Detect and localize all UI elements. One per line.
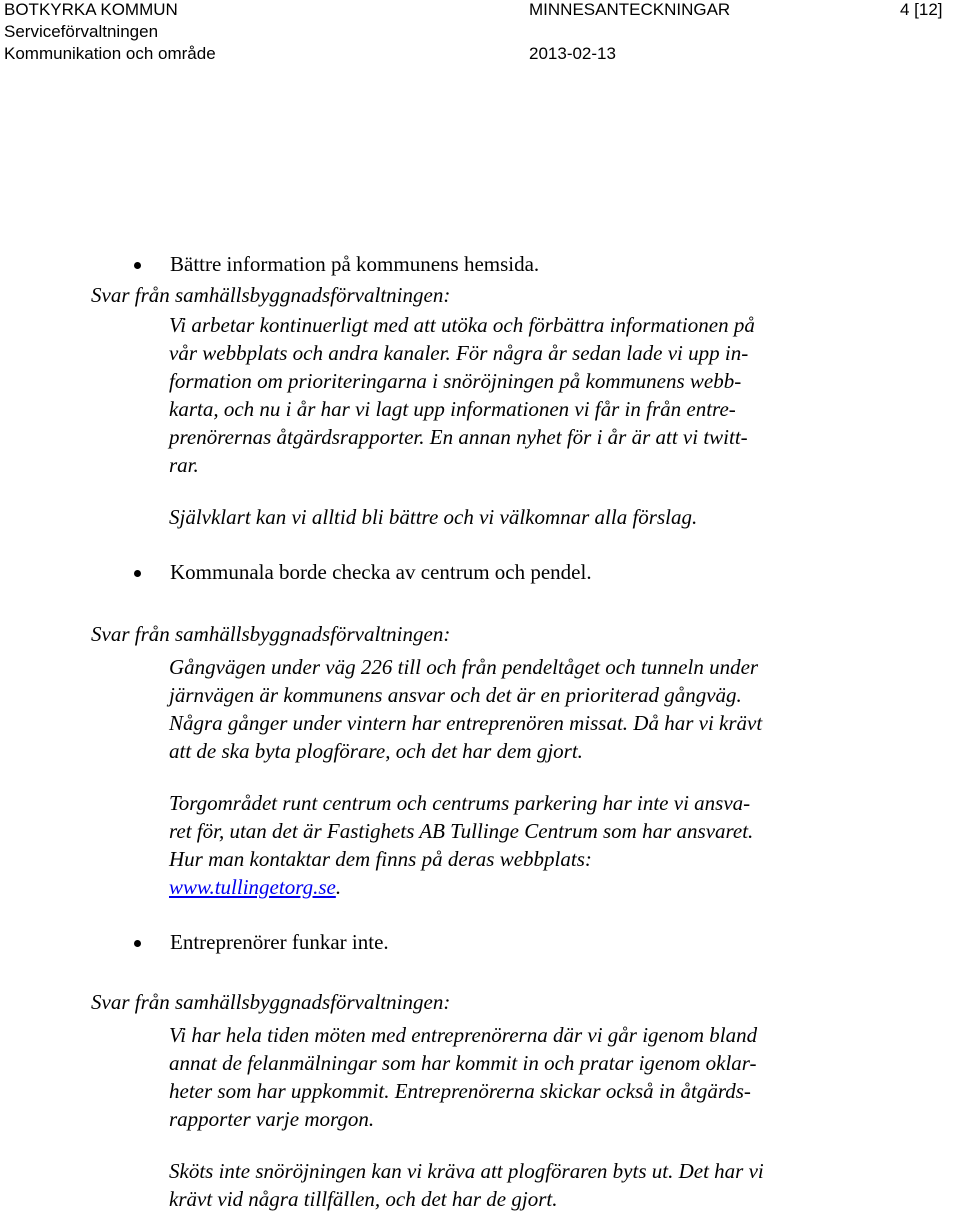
- bullet-point: [134, 262, 141, 269]
- answer-line: att de ska byta plogförare, och det har dem gjort.: [169, 739, 583, 763]
- answer-line: krävt vid några tillfällen, och det har de gjort.: [169, 1187, 558, 1211]
- unit-name: Kommunikation och område: [4, 44, 216, 63]
- bullet-text: Bättre information på kommunens hemsida.: [170, 252, 540, 276]
- link-suffix: .: [335, 875, 342, 899]
- bullet-text: Kommunala borde checka av centrum och pendel.: [170, 560, 592, 584]
- answer-line: Vi arbetar kontinuerligt med att utöka och förbättra informationen på: [169, 313, 755, 337]
- bullet-point: [134, 940, 141, 947]
- document-date: 2013-02-13: [529, 44, 616, 63]
- answer-line: ret för, utan det är Fastighets AB Tullinge Centrum som har ansvaret.: [169, 819, 754, 843]
- answer-line: Gångvägen under väg 226 till och från pendeltåget och tunneln under: [169, 655, 759, 679]
- answer-line: annat de felanmälningar som har kommit in och pratar igenom oklar-: [169, 1051, 757, 1075]
- page-number: 4 [12]: [900, 0, 943, 19]
- answer-label: Svar från samhällsbyggnadsförvaltningen:: [91, 283, 451, 307]
- answer-line: Vi har hela tiden möten med entreprenörerna där vi går igenom bland: [169, 1023, 758, 1047]
- document-type: MINNESANTECKNINGAR: [529, 0, 731, 19]
- org-name: BOTKYRKA KOMMUN: [4, 0, 178, 19]
- answer-line: Sköts inte snöröjningen kan vi kräva att plogföraren byts ut. Det har vi: [169, 1159, 764, 1183]
- website-line: [169, 875, 341, 900]
- answer-line: rar.: [169, 453, 199, 477]
- answer-line: järnvägen är kommunens ansvar och det är en prioriterad gångväg.: [169, 683, 742, 707]
- answer-line: Några gånger under vintern har entreprenören missat. Då har vi krävt: [169, 711, 763, 735]
- answer-line: vår webbplats och andra kanaler. För några år sedan lade vi upp in-: [169, 341, 749, 365]
- answer-label: Svar från samhällsbyggnadsförvaltningen:: [91, 990, 451, 1014]
- answer-line: formation om prioriteringarna i snöröjningen på kommunens webb-: [169, 369, 742, 393]
- website-link[interactable]: www.tullingetorg.se: [169, 875, 336, 899]
- answer-line: heter som har uppkommit. Entreprenörerna skickar också in åtgärds-: [169, 1079, 751, 1103]
- answer-line: rapporter varje morgon.: [169, 1107, 375, 1131]
- answer-line: Självklart kan vi alltid bli bättre och vi välkomnar alla förslag.: [169, 505, 698, 529]
- answer-line: Torgområdet runt centrum och centrums parkering har inte vi ansva-: [169, 791, 751, 815]
- bullet-point: [134, 570, 141, 577]
- bullet-text: Entreprenörer funkar inte.: [170, 930, 389, 954]
- answer-line: prenörernas åtgärdsrapporter. En annan nyhet för i år är att vi twitt-: [169, 425, 748, 449]
- department-name: Serviceförvaltningen: [4, 22, 159, 41]
- answer-label: Svar från samhällsbyggnadsförvaltningen:: [91, 622, 451, 646]
- answer-line: Hur man kontaktar dem finns på deras webbplats:: [169, 847, 592, 871]
- answer-line: karta, och nu i år har vi lagt upp informationen vi får in från entre-: [169, 397, 736, 421]
